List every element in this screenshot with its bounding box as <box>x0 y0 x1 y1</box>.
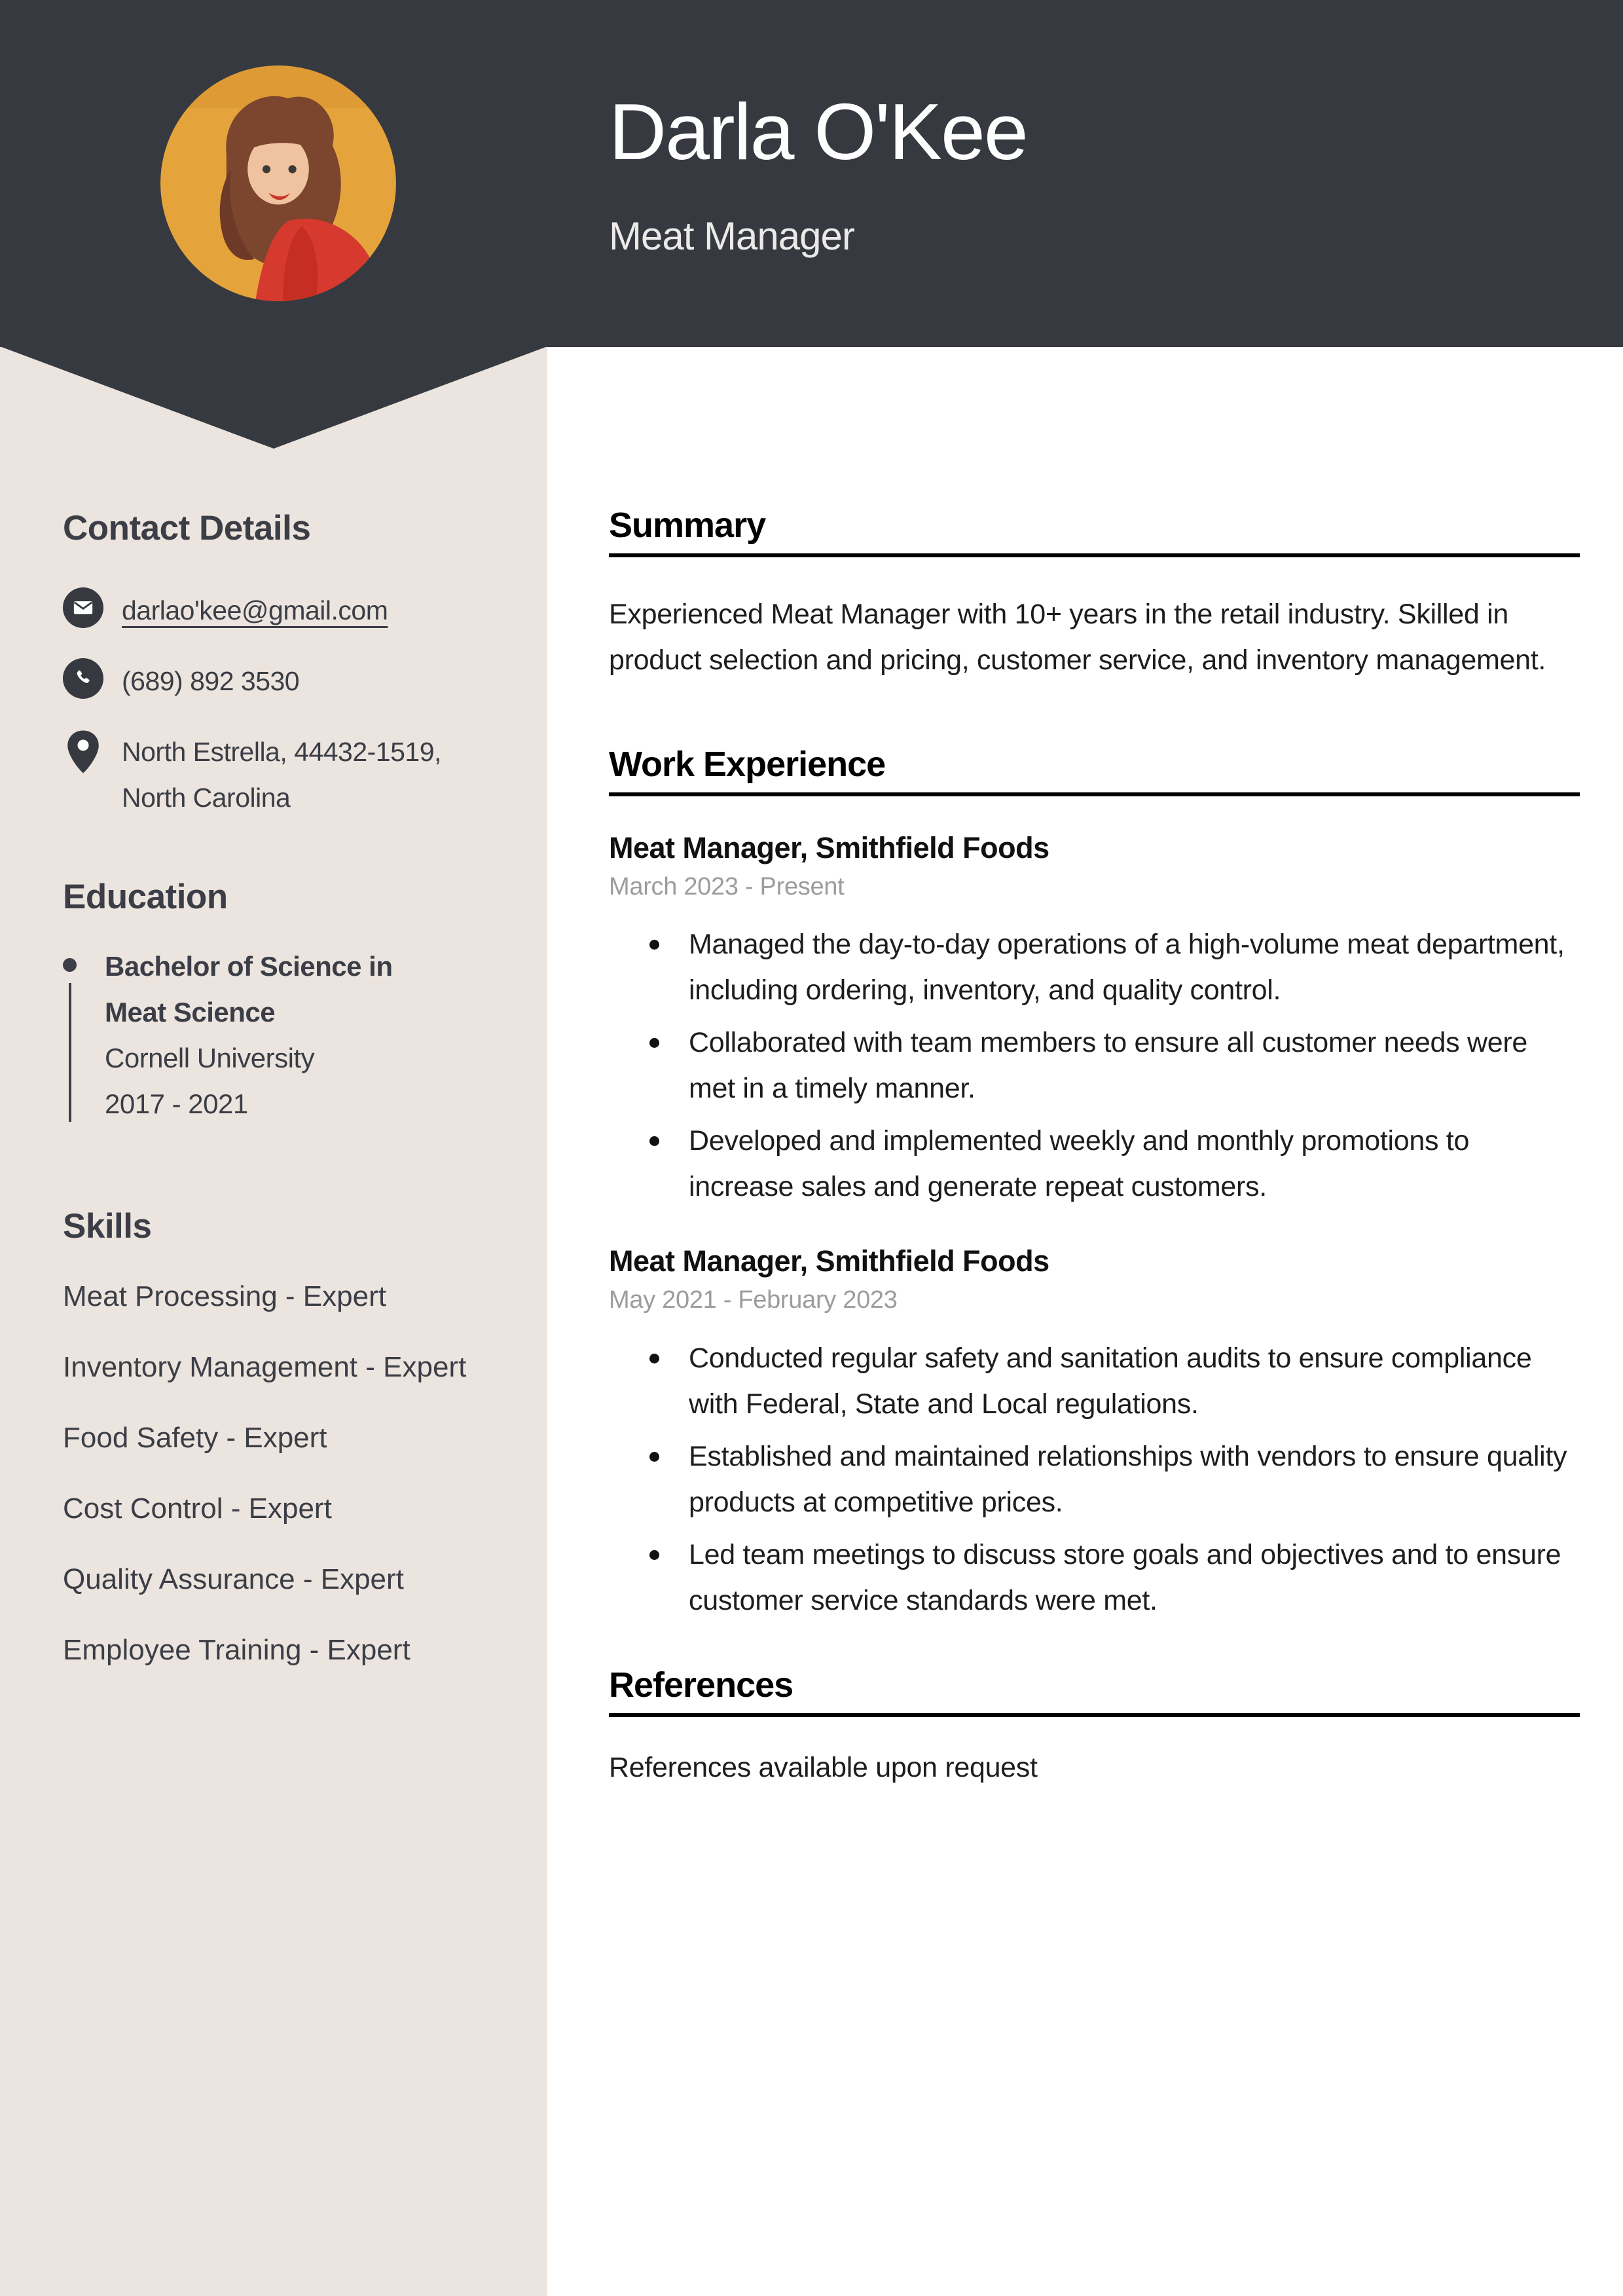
map-pin-icon <box>63 729 103 775</box>
contact-heading: Contact Details <box>63 509 311 547</box>
bullet-item <box>689 1335 1580 1427</box>
name-block <box>609 87 1027 259</box>
person-name: Darla O'Kee <box>609 87 1027 176</box>
contact-rows <box>63 587 501 821</box>
skill-item: Quality Assurance - Expert <box>63 1563 404 1595</box>
job-bullet-list <box>609 1335 1580 1623</box>
phone-icon <box>63 658 103 699</box>
references-section <box>609 1664 1580 1790</box>
timeline-dot <box>63 958 77 972</box>
address-line1: North Estrella, 44432-1519, <box>122 736 441 767</box>
job-entry <box>609 1244 1580 1623</box>
skill-item: Inventory Management - Expert <box>63 1350 467 1383</box>
job-dates: May 2021 - February 2023 <box>609 1286 898 1314</box>
bullet-dot-icon <box>649 1136 659 1146</box>
job-title: Meat Manager, Smithfield Foods <box>609 830 1049 864</box>
work-experience-heading: Work Experience <box>609 743 1580 796</box>
skills-list <box>63 1274 501 1673</box>
bullet-text: Conducted regular safety and sanitation audits to ensure compliance with Federal, State and Local regulations. <box>689 1342 1532 1420</box>
bullet-item <box>689 1532 1580 1623</box>
profile-photo-illustration <box>160 65 396 301</box>
person-job-title: Meat Manager <box>609 214 854 258</box>
contact-phone: (689) 892 3530 <box>122 665 300 696</box>
contact-row-address <box>63 729 501 821</box>
skill-item: Cost Control - Expert <box>63 1492 332 1525</box>
skill-item: Food Safety - Expert <box>63 1421 327 1454</box>
bullet-text: Led team meetings to discuss store goals and objectives and to ensure customer service standards were met. <box>689 1538 1561 1616</box>
work-experience-section <box>609 743 1580 1623</box>
bullet-item <box>689 1020 1580 1111</box>
education-dates: 2017 - 2021 <box>105 1088 248 1120</box>
bullet-dot-icon <box>649 940 659 950</box>
main-column <box>609 504 1580 1790</box>
skills-section <box>63 1206 501 1673</box>
address-line2: North Carolina <box>122 782 291 813</box>
bullet-text: Managed the day-to-day operations of a high-volume meat department, including ordering, inventory, and quality control. <box>689 929 1565 1007</box>
education-item <box>63 944 456 1127</box>
references-text: References available upon request <box>609 1751 1038 1783</box>
skill-item: Employee Training - Expert <box>63 1633 410 1666</box>
envelope-icon <box>63 587 103 628</box>
summary-heading: Summary <box>609 504 1580 557</box>
job-bullet-list <box>609 921 1580 1210</box>
education-heading: Education <box>63 877 228 916</box>
bullet-item <box>689 1118 1580 1210</box>
bullet-dot-icon <box>649 1354 659 1363</box>
skill-item: Meat Processing - Expert <box>63 1280 386 1312</box>
summary-text: Experienced Meat Manager with 10+ years in the retail industry. Skilled in product selection and pricing, customer service, and inventory management. <box>609 598 1546 676</box>
references-heading: References <box>609 1664 1580 1717</box>
contact-row-phone <box>63 658 501 704</box>
job-title: Meat Manager, Smithfield Foods <box>609 1244 1049 1278</box>
contact-row-email <box>63 587 501 633</box>
bullet-text: Established and maintained relationships with vendors to ensure quality products at competitive prices. <box>689 1440 1567 1518</box>
bullet-item <box>689 921 1580 1013</box>
bullet-text: Developed and implemented weekly and monthly promotions to increase sales and generate repeat customers. <box>689 1125 1470 1203</box>
contact-email <box>122 587 388 633</box>
education-section <box>63 876 501 1128</box>
email-link[interactable]: darlao'kee@gmail.com <box>122 595 388 625</box>
bullet-item <box>689 1434 1580 1525</box>
job-entry <box>609 830 1580 1210</box>
skills-heading: Skills <box>63 1207 152 1246</box>
contact-address <box>122 729 441 821</box>
bullet-dot-icon <box>649 1038 659 1048</box>
summary-section <box>609 504 1580 683</box>
job-dates: March 2023 - Present <box>609 872 845 900</box>
contact-section <box>63 508 501 821</box>
education-degree: Bachelor of Science in Meat Science <box>105 951 393 1028</box>
timeline-line <box>69 983 71 1122</box>
profile-photo <box>160 65 396 301</box>
education-school: Cornell University <box>105 1043 315 1074</box>
bullet-dot-icon <box>649 1550 659 1560</box>
bullet-dot-icon <box>649 1452 659 1462</box>
bullet-text: Collaborated with team members to ensure all customer needs were met in a timely manner. <box>689 1027 1527 1105</box>
